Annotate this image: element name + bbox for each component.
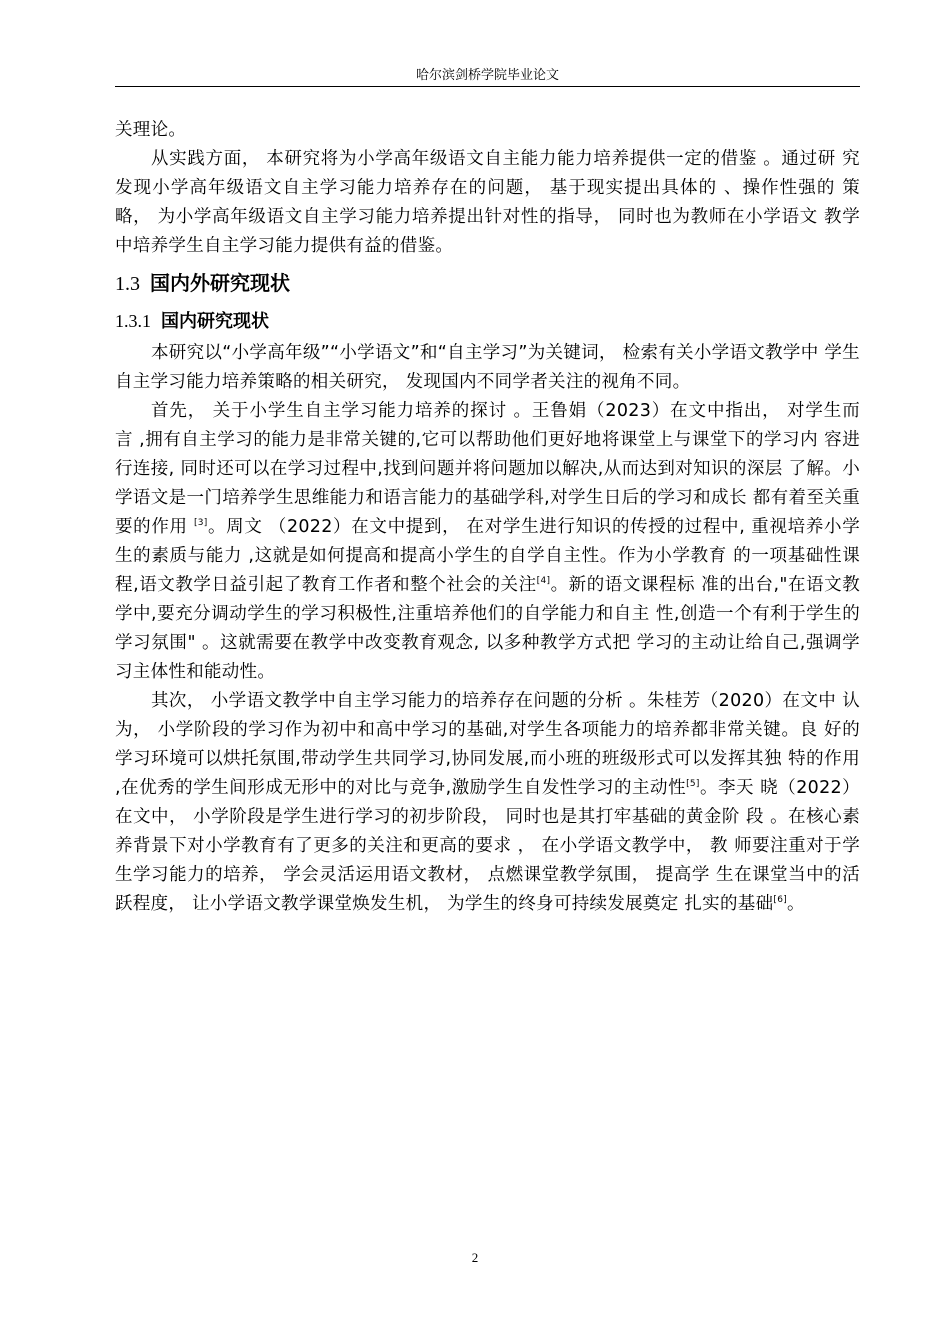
paragraph-first-part-a: 首先， 关于小学生自主学习能力培养的探讨 。王鲁娟（2023）在文中指出， 对学生而 言 ,拥有自主学习的能力是非常关键的,它可以帮助他们更好地将课堂上与课堂下的学习内 容进行连接, 同时还可以在学习过程中,找到问题并将问题加以解决,从而达到对知识的深层 了解。小学语文是一门培养学生思维能力和语言能力的基础学科,对学生日后的学习和成长 都有着至关重要的作用 [115,401,860,537]
paragraph-keywords: 本研究以“小学高年级”“小学语文”和“自主学习”为关键词， 检索有关小学语文教学中 学生自主学习能力培养策略的相关研究， 发现国内不同学者关注的视角不同。 [115,343,860,392]
citation-5: [5] [686,779,700,790]
paragraph-second-part-c: 。 [787,894,805,914]
header-divider [115,86,860,87]
section-number: 1.3 [115,273,140,295]
page-number: 2 [471,1250,479,1265]
subsection-heading-1-3-1 [115,306,860,337]
subsection-number: 1.3.1 [115,311,151,331]
paragraph-continuation: 关理论。 [115,120,187,140]
page-header-title: 哈尔滨剑桥学院毕业论文 [415,68,559,83]
paragraph-second [115,687,860,919]
paragraph-first-part-c: 。新的语文课程标 准的出台,"在语文教学中,要充分调动学生的学习积极性,注重培养他们的自学能力和自主 性,创造一个有利于学生的学习氛围" 。这就需要在教学中改变教育观念, 以多种教学方式把 学习的主动让给自己,强调学习主体性和能动性。 [115,575,861,682]
paragraph-first-part-b: 。周文 （2022）在文中提到， 在对学生进行知识的传授的过程中, 重视培养小学生的素质与能力 ,这就是如何提高和提高小学生的自学自主性。作为小学教育 的一项基础性课程,语文教学日益引起了教育工作者和整个社会的关注 [115,517,860,595]
citation-3: [3] [193,518,208,529]
citation-4: [4] [536,576,551,587]
citation-6: [6] [773,895,788,906]
paragraph-second-part-b: 。李天 晓（2022）在文中， 小学阶段是学生进行学习的初步阶段， 同时也是其打牢基础的黄金阶 段 。在核心素养背景下对小学教育有了更多的关注和更高的要求 ， 在小学语文教学中， 教 师要注重对于学生学习能力的培养， 学会灵活运用语文教材， 点燃课堂教学氛围， 提高学 生在课堂当中的活跃程度， 让小学语文教学课堂焕发生机， 为学生的终身可持续发展奠定 扎实的基础 [115,778,860,914]
paragraph-practice: 从实践方面， 本研究将为小学高年级语文自主能力能力培养提供一定的借鉴 。通过研 究发现小学高年级语文自主学习能力培养存在的问题， 基于现实提出具体的 、操作性强的 策略， 为小学高年级语文自主学习能力培养提出针对性的指导， 同时也为教师在小学语文 教学中培养学生自主学习能力提供有益的借鉴。 [115,149,860,256]
subsection-title: 国内研究现状 [161,311,269,332]
section-title: 国内外研究现状 [150,271,290,295]
section-heading-1-3 [115,267,860,300]
paragraph-first [115,397,860,687]
main-content [115,116,860,919]
paragraph-second-part-a: 其次， 小学语文教学中自主学习能力的培养存在问题的分析 。朱桂芳（2020）在文中 认为， 小学阶段的学习作为初中和高中学习的基础,对学生各项能力的培养都非常关键。良 好的学习环境可以烘托氛围,带动学生共同学习,协同发展,而小班的班级形式可以发挥其独 特的作用 ,在优秀的学生间形成无形中的对比与竞争,激励学生自发性学习的主动性 [115,691,860,798]
